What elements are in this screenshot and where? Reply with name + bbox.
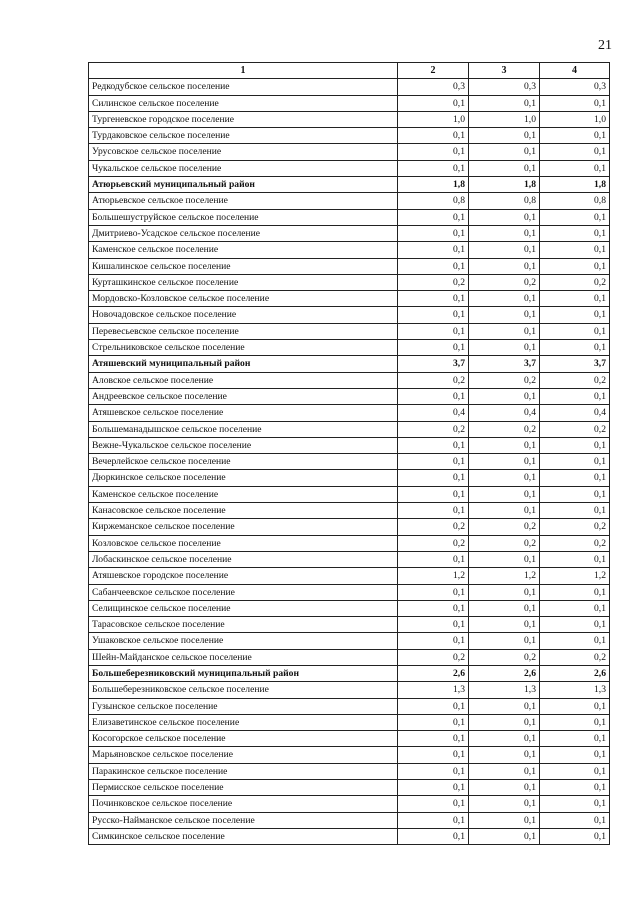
table-row: [89, 796, 610, 812]
row-name: Новочадовское сельское поселение: [89, 307, 398, 323]
row-value-col-3: 0,1: [469, 437, 540, 453]
row-value-col-4: 1,2: [540, 568, 610, 584]
row-value-col-2: 0,1: [398, 503, 469, 519]
row-value-col-3: 0,1: [469, 828, 540, 844]
table-row: [89, 79, 610, 95]
table-row: [89, 812, 610, 828]
row-value-col-3: 0,1: [469, 714, 540, 730]
row-value-col-4: 1,3: [540, 682, 610, 698]
row-value-col-2: 0,2: [398, 519, 469, 535]
row-value-col-2: 0,1: [398, 600, 469, 616]
row-value-col-4: 0,2: [540, 372, 610, 388]
row-value-col-2: 1,2: [398, 568, 469, 584]
row-value-col-4: 0,1: [540, 340, 610, 356]
row-value-col-3: 0,1: [469, 584, 540, 600]
row-value-col-2: 2,6: [398, 665, 469, 681]
row-value-col-4: 3,7: [540, 356, 610, 372]
table-row: [89, 95, 610, 111]
row-value-col-2: 0,1: [398, 144, 469, 160]
row-name: Силинское сельское поселение: [89, 95, 398, 111]
row-name: Атяшевское сельское поселение: [89, 405, 398, 421]
row-value-col-3: 0,3: [469, 79, 540, 95]
table-row: [89, 128, 610, 144]
table-row: [89, 225, 610, 241]
row-value-col-4: 0,1: [540, 551, 610, 567]
row-name: Козловское сельское поселение: [89, 535, 398, 551]
row-name: Атюрьевский муниципальный район: [89, 177, 398, 193]
table-row: [89, 633, 610, 649]
row-value-col-3: 1,2: [469, 568, 540, 584]
table-row: [89, 405, 610, 421]
table-row: [89, 551, 610, 567]
row-value-col-2: 1,0: [398, 111, 469, 127]
row-name: Андреевское сельское поселение: [89, 388, 398, 404]
row-value-col-2: 0,1: [398, 437, 469, 453]
row-name: Русско-Найманское сельское поселение: [89, 812, 398, 828]
row-value-col-4: 0,1: [540, 128, 610, 144]
row-value-col-2: 0,1: [398, 731, 469, 747]
row-name: Паракинское сельское поселение: [89, 763, 398, 779]
row-value-col-2: 0,1: [398, 747, 469, 763]
row-name: Симкинское сельское поселение: [89, 828, 398, 844]
table-row: [89, 698, 610, 714]
row-value-col-4: 0,1: [540, 812, 610, 828]
row-value-col-4: 0,1: [540, 454, 610, 470]
table-row: [89, 731, 610, 747]
table-row: [89, 519, 610, 535]
row-value-col-4: 0,1: [540, 307, 610, 323]
table-row: [89, 160, 610, 176]
table-row: [89, 421, 610, 437]
row-value-col-3: 0,1: [469, 763, 540, 779]
row-value-col-3: 1,8: [469, 177, 540, 193]
row-value-col-2: 3,7: [398, 356, 469, 372]
row-value-col-3: 0,2: [469, 519, 540, 535]
row-name: Канасовское сельское поселение: [89, 503, 398, 519]
row-value-col-2: 0,1: [398, 225, 469, 241]
row-value-col-4: 0,1: [540, 714, 610, 730]
row-name: Большеманадышское сельское поселение: [89, 421, 398, 437]
row-value-col-2: 0,1: [398, 209, 469, 225]
table-body: [89, 79, 610, 845]
table-row: [89, 193, 610, 209]
row-value-col-4: 0,3: [540, 79, 610, 95]
row-value-col-2: 1,8: [398, 177, 469, 193]
data-table: [88, 62, 610, 845]
table-row: [89, 291, 610, 307]
row-value-col-4: 0,1: [540, 796, 610, 812]
row-name: Вечерлейское сельское поселение: [89, 454, 398, 470]
row-value-col-2: 0,1: [398, 812, 469, 828]
table-row: [89, 258, 610, 274]
row-value-col-3: 0,1: [469, 747, 540, 763]
row-name: Лобаскинское сельское поселение: [89, 551, 398, 567]
row-value-col-2: 0,1: [398, 160, 469, 176]
row-value-col-4: 2,6: [540, 665, 610, 681]
row-value-col-3: 0,2: [469, 372, 540, 388]
row-value-col-2: 0,1: [398, 763, 469, 779]
row-value-col-3: 0,1: [469, 160, 540, 176]
row-value-col-3: 0,1: [469, 731, 540, 747]
table-row: [89, 747, 610, 763]
header-col-3: 3: [469, 63, 540, 79]
row-value-col-2: 0,1: [398, 128, 469, 144]
row-name: Атяшевское городское поселение: [89, 568, 398, 584]
table-row: [89, 828, 610, 844]
row-value-col-4: 0,1: [540, 437, 610, 453]
row-value-col-3: 0,2: [469, 535, 540, 551]
row-value-col-2: 0,1: [398, 828, 469, 844]
table-row: [89, 454, 610, 470]
header-col-4: 4: [540, 63, 610, 79]
row-value-col-4: 0,1: [540, 291, 610, 307]
table-row: [89, 437, 610, 453]
row-value-col-3: 0,1: [469, 95, 540, 111]
row-value-col-2: 0,2: [398, 649, 469, 665]
row-name: Тургеневское городское поселение: [89, 111, 398, 127]
row-name: Урусовское сельское поселение: [89, 144, 398, 160]
table-row: [89, 503, 610, 519]
row-name: Большеберезниковское сельское поселение: [89, 682, 398, 698]
row-value-col-3: 0,8: [469, 193, 540, 209]
row-value-col-2: 0,1: [398, 242, 469, 258]
row-name: Сабанчеевское сельское поселение: [89, 584, 398, 600]
row-value-col-4: 0,1: [540, 258, 610, 274]
row-value-col-4: 0,1: [540, 388, 610, 404]
row-value-col-3: 0,1: [469, 291, 540, 307]
row-value-col-4: 0,1: [540, 763, 610, 779]
table-row: [89, 307, 610, 323]
row-value-col-4: 0,8: [540, 193, 610, 209]
row-value-col-4: 0,2: [540, 274, 610, 290]
row-value-col-3: 0,1: [469, 307, 540, 323]
row-name: Киржеманское сельское поселение: [89, 519, 398, 535]
row-value-col-4: 0,1: [540, 225, 610, 241]
row-name: Гузынское сельское поселение: [89, 698, 398, 714]
row-name: Турдаковское сельское поселение: [89, 128, 398, 144]
row-value-col-2: 0,4: [398, 405, 469, 421]
row-value-col-4: 0,1: [540, 617, 610, 633]
row-value-col-3: 0,1: [469, 486, 540, 502]
row-value-col-4: 0,2: [540, 421, 610, 437]
table-row: [89, 372, 610, 388]
row-value-col-3: 0,2: [469, 274, 540, 290]
row-value-col-4: 0,1: [540, 503, 610, 519]
row-value-col-3: 0,1: [469, 258, 540, 274]
table-row: [89, 111, 610, 127]
row-value-col-4: 0,1: [540, 209, 610, 225]
table-row: [89, 714, 610, 730]
row-value-col-3: 2,6: [469, 665, 540, 681]
row-value-col-3: 0,2: [469, 421, 540, 437]
row-value-col-3: 0,1: [469, 225, 540, 241]
row-value-col-3: 0,1: [469, 340, 540, 356]
row-value-col-3: 0,1: [469, 470, 540, 486]
row-name: Тарасовское сельское поселение: [89, 617, 398, 633]
row-value-col-4: 0,1: [540, 144, 610, 160]
row-name: Аловское сельское поселение: [89, 372, 398, 388]
row-value-col-3: 0,1: [469, 503, 540, 519]
row-value-col-2: 0,1: [398, 388, 469, 404]
row-value-col-4: 0,1: [540, 160, 610, 176]
table-row: [89, 323, 610, 339]
row-value-col-3: 0,4: [469, 405, 540, 421]
row-value-col-4: 0,1: [540, 828, 610, 844]
row-name: Перевесьевское сельское поселение: [89, 323, 398, 339]
row-name: Мордовско-Козловское сельское поселение: [89, 291, 398, 307]
row-name: Редкодубское сельское поселение: [89, 79, 398, 95]
row-value-col-2: 0,1: [398, 340, 469, 356]
row-value-col-4: 0,1: [540, 633, 610, 649]
table-row: [89, 274, 610, 290]
row-name: Елизаветинское сельское поселение: [89, 714, 398, 730]
row-value-col-2: 1,3: [398, 682, 469, 698]
row-value-col-4: 0,1: [540, 242, 610, 258]
table-row-district: [89, 665, 610, 681]
table-row: [89, 649, 610, 665]
row-value-col-2: 0,1: [398, 714, 469, 730]
row-value-col-2: 0,1: [398, 486, 469, 502]
table-row: [89, 600, 610, 616]
row-value-col-4: 0,1: [540, 95, 610, 111]
row-value-col-2: 0,1: [398, 551, 469, 567]
table-row: [89, 470, 610, 486]
row-value-col-3: 0,1: [469, 633, 540, 649]
table-row: [89, 242, 610, 258]
row-name: Большеберезниковский муниципальный район: [89, 665, 398, 681]
table-row: [89, 388, 610, 404]
row-value-col-2: 0,3: [398, 79, 469, 95]
table-row: [89, 209, 610, 225]
table-row: [89, 144, 610, 160]
row-value-col-2: 0,2: [398, 274, 469, 290]
row-value-col-2: 0,1: [398, 307, 469, 323]
row-value-col-3: 0,1: [469, 242, 540, 258]
row-name: Стрельниковское сельское поселение: [89, 340, 398, 356]
header-col-1: 1: [89, 63, 398, 79]
row-value-col-3: 0,2: [469, 649, 540, 665]
table-row: [89, 535, 610, 551]
row-value-col-2: 0,1: [398, 617, 469, 633]
row-value-col-3: 1,0: [469, 111, 540, 127]
row-value-col-4: 0,2: [540, 649, 610, 665]
row-name: Каменское сельское поселение: [89, 242, 398, 258]
row-value-col-2: 0,8: [398, 193, 469, 209]
row-name: Большешуструйское сельское поселение: [89, 209, 398, 225]
row-value-col-3: 0,1: [469, 551, 540, 567]
row-value-col-2: 0,1: [398, 796, 469, 812]
header-row: [89, 63, 610, 79]
header-col-2: 2: [398, 63, 469, 79]
row-value-col-3: 0,1: [469, 144, 540, 160]
row-value-col-3: 0,1: [469, 128, 540, 144]
row-value-col-2: 0,1: [398, 454, 469, 470]
row-name: Курташкинское сельское поселение: [89, 274, 398, 290]
row-name: Косогорское сельское поселение: [89, 731, 398, 747]
row-value-col-2: 0,1: [398, 323, 469, 339]
row-value-col-4: 0,1: [540, 323, 610, 339]
row-value-col-4: 0,1: [540, 698, 610, 714]
row-name: Чукальское сельское поселение: [89, 160, 398, 176]
row-name: Марьяновское сельское поселение: [89, 747, 398, 763]
row-value-col-4: 0,2: [540, 519, 610, 535]
row-value-col-2: 0,1: [398, 780, 469, 796]
table-row-district: [89, 177, 610, 193]
row-name: Пермисское сельское поселение: [89, 780, 398, 796]
row-value-col-4: 0,1: [540, 600, 610, 616]
row-value-col-2: 0,2: [398, 421, 469, 437]
row-value-col-4: 0,2: [540, 535, 610, 551]
row-value-col-4: 0,1: [540, 584, 610, 600]
row-value-col-2: 0,1: [398, 584, 469, 600]
row-value-col-3: 0,1: [469, 617, 540, 633]
row-name: Каменское сельское поселение: [89, 486, 398, 502]
row-name: Починковское сельское поселение: [89, 796, 398, 812]
row-name: Ушаковское сельское поселение: [89, 633, 398, 649]
row-value-col-3: 0,1: [469, 780, 540, 796]
row-value-col-3: 0,1: [469, 812, 540, 828]
row-value-col-4: 0,1: [540, 747, 610, 763]
row-value-col-2: 0,2: [398, 535, 469, 551]
row-name: Кишалинское сельское поселение: [89, 258, 398, 274]
row-value-col-4: 0,1: [540, 470, 610, 486]
row-value-col-2: 0,2: [398, 372, 469, 388]
table-row: [89, 584, 610, 600]
row-name: Шейн-Майданское сельское поселение: [89, 649, 398, 665]
row-value-col-3: 0,1: [469, 209, 540, 225]
table-row: [89, 568, 610, 584]
row-name: Атяшевский муниципальный район: [89, 356, 398, 372]
table-row: [89, 682, 610, 698]
table-row: [89, 340, 610, 356]
row-value-col-2: 0,1: [398, 291, 469, 307]
table-row-district: [89, 356, 610, 372]
table-row: [89, 780, 610, 796]
table-row: [89, 486, 610, 502]
row-value-col-4: 0,1: [540, 731, 610, 747]
row-value-col-3: 3,7: [469, 356, 540, 372]
row-value-col-4: 0,1: [540, 486, 610, 502]
row-name: Вежне-Чукальское сельское поселение: [89, 437, 398, 453]
row-value-col-2: 0,1: [398, 258, 469, 274]
row-value-col-4: 0,1: [540, 780, 610, 796]
row-value-col-2: 0,1: [398, 633, 469, 649]
table-row: [89, 763, 610, 779]
row-value-col-3: 0,1: [469, 600, 540, 616]
row-value-col-3: 0,1: [469, 388, 540, 404]
row-name: Селищинское сельское поселение: [89, 600, 398, 616]
row-name: Дюркинское сельское поселение: [89, 470, 398, 486]
row-name: Атюрьевское сельское поселение: [89, 193, 398, 209]
row-value-col-2: 0,1: [398, 95, 469, 111]
row-value-col-4: 0,4: [540, 405, 610, 421]
row-value-col-4: 1,0: [540, 111, 610, 127]
row-value-col-3: 1,3: [469, 682, 540, 698]
row-value-col-2: 0,1: [398, 470, 469, 486]
row-name: Дмитриево-Усадское сельское поселение: [89, 225, 398, 241]
page-number: 21: [598, 38, 612, 53]
table-row: [89, 617, 610, 633]
row-value-col-2: 0,1: [398, 698, 469, 714]
row-value-col-3: 0,1: [469, 323, 540, 339]
row-value-col-3: 0,1: [469, 698, 540, 714]
row-value-col-3: 0,1: [469, 454, 540, 470]
row-value-col-3: 0,1: [469, 796, 540, 812]
row-value-col-4: 1,8: [540, 177, 610, 193]
